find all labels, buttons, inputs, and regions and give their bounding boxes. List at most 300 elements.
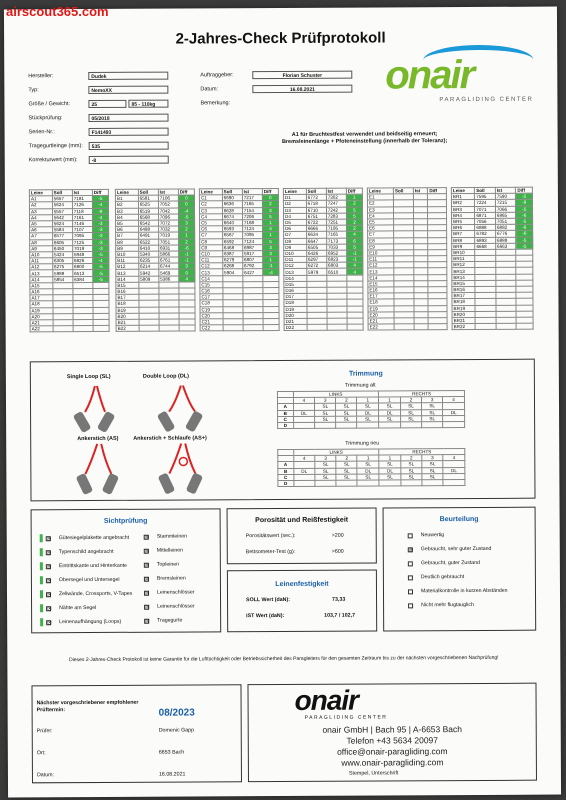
trim-cell: SL bbox=[357, 461, 379, 467]
checklist-label: Leinenschlösser bbox=[156, 589, 195, 596]
value-cell: 5657 bbox=[52, 196, 72, 202]
value-cell: 6636 bbox=[222, 201, 242, 207]
line-name-cell: D10 bbox=[284, 250, 307, 256]
value-cell: 6893 bbox=[475, 237, 496, 243]
line-name-cell: C18 bbox=[200, 300, 223, 306]
line-name-cell: BR6 bbox=[452, 225, 475, 231]
trim-cell bbox=[401, 422, 422, 428]
checklist-label: Gebraucht, sehr guter Zustand bbox=[420, 545, 492, 553]
checklist-item bbox=[144, 534, 187, 540]
column-header: Soll bbox=[138, 189, 158, 195]
naechster-label: Nächster vorgeschriebener empfohlener Prüftermin: bbox=[36, 699, 139, 713]
trim-cell: SL bbox=[400, 403, 421, 409]
diff-cell: 4 bbox=[347, 269, 363, 275]
line-name-cell: A18 bbox=[30, 301, 53, 307]
value-cell: 6513 bbox=[73, 270, 93, 276]
single-loop-label: Single Loop (SL) bbox=[66, 373, 111, 381]
value-cell: 6567 bbox=[222, 232, 242, 238]
table-row bbox=[368, 324, 447, 331]
sichtpruefung-title: Sichtprüfung bbox=[103, 517, 148, 525]
checkbox-icon bbox=[408, 589, 413, 594]
porositaet-label: Porositätswert (sec.): bbox=[245, 532, 296, 540]
line-name-cell: E8 bbox=[368, 237, 394, 243]
trim-cell bbox=[443, 479, 465, 485]
trim-cell: SL bbox=[422, 473, 443, 479]
trim-cell: SL bbox=[422, 409, 443, 415]
ankerstich-schlaufe-icon bbox=[157, 443, 203, 494]
trim-cell: DL bbox=[357, 410, 379, 416]
diff-cell: 4 bbox=[179, 276, 195, 282]
checklist-label: Leinenschlösser bbox=[157, 603, 195, 610]
checklist-label: Nicht mehr flugtauglich bbox=[421, 602, 474, 609]
line-name-cell: B9 bbox=[116, 245, 139, 251]
line-name-cell: E15 bbox=[368, 281, 394, 287]
value-cell: 5584 bbox=[52, 227, 72, 233]
diff-cell: 2 bbox=[262, 201, 278, 207]
typ-label: Typ: bbox=[28, 86, 39, 93]
diff-cell: 4 bbox=[347, 262, 363, 268]
line-name-cell: D15 bbox=[284, 281, 307, 287]
checklist-label: Obersegel und Untersegel bbox=[58, 576, 120, 584]
line-name-cell: A14 bbox=[30, 276, 53, 282]
line-name-cell: D11 bbox=[284, 256, 307, 262]
trim-cell bbox=[379, 480, 401, 486]
festigkeit-title: Leinenfestigkeit bbox=[275, 580, 329, 589]
value-cell: 7051 bbox=[495, 218, 516, 224]
checkbox-icon: ☒ bbox=[144, 590, 150, 597]
line-name-cell: B8 bbox=[116, 239, 139, 245]
diff-cell: 2 bbox=[346, 219, 362, 225]
trim-cell bbox=[443, 421, 465, 427]
line-name-cell: E7 bbox=[368, 231, 394, 237]
pruefer-label: Prüfer: bbox=[36, 728, 53, 735]
checklist-label: Topleinen bbox=[156, 561, 180, 568]
trim-cell: DL bbox=[293, 410, 315, 416]
value-cell: 7173 bbox=[326, 238, 346, 244]
line-name-cell: D9 bbox=[284, 244, 307, 250]
trim-cell: SL bbox=[379, 461, 401, 467]
line-name-cell: A8 bbox=[30, 239, 53, 245]
value-cell: 6792 bbox=[243, 263, 263, 269]
betta-value: >600 bbox=[331, 548, 344, 555]
value-cell bbox=[139, 325, 159, 331]
trim-links-header: LINKS bbox=[293, 449, 379, 456]
loop-illustrations bbox=[61, 381, 262, 500]
line-name-cell: D13 bbox=[284, 269, 307, 275]
value-cell: 6410 bbox=[138, 245, 158, 251]
line-name-cell: B21 bbox=[116, 319, 139, 325]
trim-cell: SL bbox=[422, 415, 443, 421]
trim-cell: SL bbox=[422, 403, 443, 409]
checklist-item bbox=[144, 603, 195, 609]
value-cell: 7042 bbox=[158, 208, 178, 214]
line-name-cell: D3 bbox=[283, 207, 306, 213]
line-name-cell: E17 bbox=[368, 293, 394, 299]
value-cell: 6931 bbox=[158, 245, 178, 251]
column-header: Ist bbox=[72, 189, 92, 195]
value-cell: 6647 bbox=[306, 238, 326, 244]
value-cell: 7146 bbox=[72, 220, 92, 226]
value-cell: 7165 bbox=[326, 231, 346, 237]
value-cell: 7168 bbox=[242, 220, 262, 226]
diff-cell bbox=[179, 325, 195, 331]
line-name-cell: BR9 bbox=[452, 243, 475, 249]
value-cell: 6275 bbox=[52, 264, 72, 270]
trim-cell bbox=[401, 480, 422, 486]
line-name-cell: B7 bbox=[116, 233, 139, 239]
trimmung-alt-label: Trimmung alt bbox=[344, 382, 376, 389]
diff-cell: 3 bbox=[262, 207, 278, 213]
trim-number: 1 bbox=[357, 455, 379, 461]
value-cell: 6522 bbox=[138, 239, 158, 245]
value-cell: 6987 bbox=[242, 244, 262, 250]
diff-cell: -1 bbox=[179, 257, 195, 263]
line-name-cell: C9 bbox=[200, 245, 223, 251]
line-name-cell: E6 bbox=[368, 225, 394, 231]
column-header: Soll bbox=[222, 189, 242, 195]
ist-label: IST Wert (daN): bbox=[246, 612, 285, 620]
trim-number: 1 bbox=[379, 397, 401, 403]
sichtpruefung-section bbox=[31, 508, 222, 633]
auftrag-label: Auftraggeber: bbox=[200, 71, 234, 78]
value-cell: 6761 bbox=[159, 257, 179, 263]
value-cell: 7052 bbox=[158, 201, 178, 207]
value-cell: 6722 bbox=[306, 219, 326, 225]
trim-cell: SL bbox=[422, 461, 443, 467]
column-header: Soll bbox=[306, 188, 326, 194]
line-name-cell: BR14 bbox=[452, 274, 475, 280]
typ-field: NemoXX bbox=[88, 85, 168, 93]
checklist-item bbox=[144, 576, 186, 582]
value-cell: 6826 bbox=[73, 258, 93, 264]
trim-row bbox=[278, 421, 465, 428]
value-cell: 6628 bbox=[222, 207, 242, 213]
status-bar-icon bbox=[40, 590, 43, 598]
column-header: Leine bbox=[283, 188, 306, 194]
hersteller-field: Dudek bbox=[88, 71, 168, 79]
line-name-cell: C7 bbox=[200, 232, 223, 238]
value-cell: 6592 bbox=[222, 238, 242, 244]
line-name-cell: C17 bbox=[200, 294, 223, 300]
checklist-item bbox=[408, 588, 508, 595]
porositaet-value: >200 bbox=[331, 532, 344, 539]
checklist-item bbox=[40, 576, 120, 584]
line-name-cell: BR20 bbox=[452, 311, 475, 317]
line-name-cell: B13 bbox=[116, 270, 139, 276]
value-cell bbox=[327, 324, 347, 330]
diff-cell: -5 bbox=[516, 206, 533, 212]
checkbox-icon: ☒ bbox=[408, 546, 414, 553]
value-cell: 7165 bbox=[242, 201, 262, 207]
value-cell: 7595 bbox=[475, 194, 496, 200]
line-name-cell: E13 bbox=[368, 268, 394, 274]
diff-cell: 0 bbox=[179, 269, 195, 275]
value-cell: 6426 bbox=[306, 250, 326, 256]
stueck-field: 05/2018 bbox=[88, 113, 168, 121]
status-bar-icon bbox=[40, 534, 43, 542]
trim-cell: SL bbox=[336, 403, 357, 409]
value-cell bbox=[475, 324, 496, 330]
line-name-cell: E12 bbox=[368, 262, 394, 268]
trim-riser: B bbox=[278, 410, 294, 416]
value-cell: 6272 bbox=[306, 263, 326, 269]
value-cell: 6888 bbox=[495, 237, 516, 243]
value-cell: 6666 bbox=[306, 225, 326, 231]
line-name-cell: C4 bbox=[200, 214, 223, 220]
line-name-cell: D16 bbox=[284, 287, 307, 293]
diff-cell bbox=[429, 324, 448, 330]
line-name-cell: BR12 bbox=[452, 262, 475, 268]
line-name-cell: D22 bbox=[284, 324, 307, 330]
value-cell: 6387 bbox=[222, 251, 242, 257]
diff-cell: -5 bbox=[93, 264, 109, 270]
line-name-cell: E3 bbox=[367, 206, 393, 212]
column-header: Diff bbox=[428, 188, 447, 194]
line-name-cell: D18 bbox=[284, 300, 307, 306]
value-cell: 5942 bbox=[139, 270, 159, 276]
line-name-cell: B2 bbox=[115, 202, 138, 208]
value-cell: 5809 bbox=[139, 276, 159, 282]
naechster-date: 08/2023 bbox=[158, 707, 195, 719]
checkbox-icon: ☒ bbox=[144, 576, 150, 583]
line-name-cell: B19 bbox=[116, 307, 139, 313]
value-cell: 5948 bbox=[72, 251, 92, 257]
checklist-label: Typenschild angebracht bbox=[58, 548, 114, 556]
trim-riser: C bbox=[278, 474, 294, 480]
diff-cell: 0 bbox=[178, 201, 194, 207]
checklist-item bbox=[144, 548, 183, 554]
checkbox-icon bbox=[408, 561, 413, 566]
page-title: 2-Jahres-Check Prüfprotokoll bbox=[175, 29, 386, 48]
line-name-cell: A20 bbox=[30, 313, 53, 319]
diff-cell: 5 bbox=[262, 238, 278, 244]
line-name-cell: BR7 bbox=[452, 231, 475, 237]
line-name-cell: A6 bbox=[30, 227, 53, 233]
trim-cell: SL bbox=[336, 410, 357, 416]
line-name-cell: D7 bbox=[284, 232, 307, 238]
trim-cell: SL bbox=[315, 410, 336, 416]
value-cell: 7590 bbox=[495, 193, 516, 199]
value-cell: 7124 bbox=[242, 238, 262, 244]
value-cell: 7032 bbox=[158, 226, 178, 232]
value-cell: 6823 bbox=[327, 256, 347, 262]
line-name-cell: C6 bbox=[200, 226, 223, 232]
line-name-cell: A22 bbox=[30, 326, 53, 332]
value-cell bbox=[414, 324, 429, 330]
diff-cell: -3 bbox=[92, 227, 108, 233]
value-cell: 6427 bbox=[243, 269, 263, 275]
diff-cell: -5 bbox=[92, 196, 108, 202]
line-name-cell: D14 bbox=[284, 275, 307, 281]
diff-cell: -5 bbox=[516, 218, 533, 224]
status-bar-icon bbox=[40, 548, 43, 556]
value-cell: 7051 bbox=[158, 239, 178, 245]
value-cell: 7195 bbox=[326, 225, 346, 231]
hersteller-label: Hersteller: bbox=[28, 72, 54, 79]
diff-cell: 3 bbox=[178, 220, 194, 226]
datum-label: Datum: bbox=[200, 85, 219, 92]
diff-cell: -4 bbox=[263, 269, 279, 275]
line-name-cell: BR18 bbox=[452, 299, 475, 305]
datum-footer-label: Datum: bbox=[36, 772, 55, 779]
onair-logo bbox=[383, 45, 543, 106]
checklist-item bbox=[144, 562, 179, 568]
trim-cell: SL bbox=[336, 468, 357, 474]
trim-number: 4 bbox=[293, 398, 315, 404]
line-name-cell: D21 bbox=[284, 318, 307, 324]
diff-cell: 2 bbox=[178, 238, 194, 244]
line-name-cell: D2 bbox=[283, 201, 306, 207]
column-header: Diff bbox=[92, 189, 108, 195]
line-name-cell: C21 bbox=[200, 319, 223, 325]
trim-cell: DL bbox=[443, 409, 465, 415]
trim-cell: SL bbox=[336, 461, 357, 467]
value-cell: 6577 bbox=[52, 233, 72, 239]
serien-field: F141493 bbox=[89, 127, 169, 135]
korrektur-field: -8 bbox=[89, 155, 169, 163]
value-cell: 6214 bbox=[138, 263, 158, 269]
trim-row bbox=[278, 479, 465, 486]
checklist-item bbox=[40, 618, 121, 626]
line-name-cell: BR13 bbox=[452, 268, 475, 274]
diff-cell: -6 bbox=[516, 212, 533, 218]
status-bar-icon bbox=[40, 604, 43, 612]
trim-cell bbox=[357, 480, 379, 486]
trim-riser: A bbox=[278, 404, 294, 410]
checkbox-icon: ☒ bbox=[46, 563, 52, 570]
trim-number: 4 bbox=[443, 397, 465, 403]
trim-riser: A bbox=[278, 462, 294, 468]
checklist-item bbox=[40, 590, 132, 598]
column-header: Diff bbox=[516, 187, 533, 193]
value-cell: 6605 bbox=[52, 239, 72, 245]
value-cell: 5424 bbox=[52, 251, 72, 257]
trimmung-title: Trimmung bbox=[348, 370, 383, 378]
value-cell: 7242 bbox=[326, 207, 346, 213]
value-cell: 6525 bbox=[138, 202, 158, 208]
trimmung-neu-table bbox=[277, 448, 465, 487]
value-cell: 6807 bbox=[243, 257, 263, 263]
trim-number: 2 bbox=[336, 397, 357, 403]
line-name-cell: C13 bbox=[200, 269, 223, 275]
bemerkung-text: A1 für Bruchtestfest verwendet und beidseitig erneuert; Bremsleinenlänge + Pfoteneinstellung (innerhalb der Toleranz); bbox=[281, 131, 448, 146]
trim-cell: DL bbox=[443, 467, 465, 473]
value-cell: 7154 bbox=[242, 207, 262, 213]
line-table-b bbox=[115, 188, 196, 332]
table-row bbox=[30, 326, 109, 333]
value-cell: 6871 bbox=[475, 212, 496, 218]
stempel-label: Stempel, Unterschrift bbox=[348, 770, 399, 777]
value-cell: 5386 bbox=[159, 276, 179, 282]
anker-label: Ankerstich (AS) bbox=[77, 435, 119, 443]
line-name-cell: A7 bbox=[30, 233, 53, 239]
logo-subtitle: PARAGLIDING CENTER bbox=[439, 96, 534, 104]
korrektur-label: Korrekturwert (mm): bbox=[28, 156, 78, 163]
diff-cell: 4 bbox=[262, 226, 278, 232]
line-name-cell: A21 bbox=[30, 320, 53, 326]
checklist-label: Gütesiegelplakette angebracht bbox=[58, 534, 130, 542]
checkbox-icon: ☒ bbox=[144, 534, 150, 541]
trim-number: 4 bbox=[293, 456, 315, 462]
checkbox-icon: ☒ bbox=[144, 548, 150, 555]
checkbox-icon bbox=[408, 533, 413, 538]
value-cell: 7161 bbox=[72, 214, 92, 220]
value-cell: 7106 bbox=[158, 195, 178, 201]
checklist-item bbox=[408, 602, 474, 608]
trim-cell: DL bbox=[379, 467, 401, 473]
line-name-cell: A13 bbox=[30, 270, 53, 276]
diff-cell bbox=[347, 324, 363, 330]
line-name-cell: E16 bbox=[368, 287, 394, 293]
value-cell: 5642 bbox=[52, 214, 72, 220]
checkbox-icon: ☒ bbox=[46, 577, 52, 584]
column-header: Ist bbox=[242, 189, 262, 195]
line-name-cell: E10 bbox=[368, 250, 394, 256]
line-name-cell: B17 bbox=[116, 294, 139, 300]
column-header: Diff bbox=[346, 188, 362, 194]
trim-cell: SL bbox=[357, 403, 379, 409]
value-cell bbox=[73, 326, 93, 332]
value-cell bbox=[159, 325, 179, 331]
checkbox-icon bbox=[408, 603, 413, 608]
value-cell: 7071 bbox=[475, 206, 496, 212]
value-cell: 5979 bbox=[307, 269, 327, 275]
trim-cell bbox=[357, 422, 379, 428]
ort-value: 6653 Bach bbox=[158, 749, 185, 756]
value-cell: 6491 bbox=[138, 232, 158, 238]
diff-cell: 0 bbox=[262, 195, 278, 201]
checklist-item bbox=[144, 618, 182, 624]
trim-cell: SL bbox=[315, 468, 336, 474]
trim-cell: SL bbox=[422, 467, 443, 473]
trim-number: 4 bbox=[443, 455, 465, 461]
stamp-company: onair GmbH | Bach 95 | A-6653 Bach bbox=[322, 724, 463, 735]
trimmung-neu-label: Trimmung neu bbox=[345, 440, 380, 447]
value-cell: 6268 bbox=[222, 263, 242, 269]
value-cell: 5624 bbox=[52, 202, 72, 208]
trim-cell bbox=[422, 422, 443, 428]
line-name-cell: BR2 bbox=[451, 200, 474, 206]
diff-cell: -9 bbox=[516, 200, 533, 206]
value-cell bbox=[307, 324, 327, 330]
checkbox-icon: ☒ bbox=[46, 535, 52, 542]
stamp-tel: Telefon +43 5634 20097 bbox=[346, 735, 439, 746]
diff-cell: 3 bbox=[263, 250, 279, 256]
checklist-label: Stammleinen bbox=[156, 533, 187, 540]
diff-cell: -5 bbox=[178, 214, 194, 220]
column-header: Soll bbox=[52, 190, 72, 196]
trim-rechts-header: RECHTS bbox=[379, 391, 465, 398]
line-name-cell: D1 bbox=[283, 195, 306, 201]
column-header: Ist bbox=[158, 189, 178, 195]
value-cell: 5917 bbox=[242, 250, 262, 256]
stamp-email: office@onair-paragliding.com bbox=[337, 746, 448, 757]
diff-cell: 4 bbox=[346, 231, 362, 237]
line-name-cell: C16 bbox=[200, 288, 223, 294]
line-name-cell: BR22 bbox=[452, 324, 475, 330]
value-cell: 6718 bbox=[306, 201, 326, 207]
trim-cell: SL bbox=[379, 474, 401, 480]
checklist-label: Neuwertig bbox=[420, 532, 445, 539]
line-name-cell: D6 bbox=[284, 225, 307, 231]
value-cell: 6690 bbox=[222, 195, 242, 201]
line-name-cell: C15 bbox=[200, 282, 223, 288]
diff-cell: -1 bbox=[179, 251, 195, 257]
table-row bbox=[116, 325, 195, 332]
diff-cell bbox=[517, 323, 534, 329]
value-cell: 6505 bbox=[306, 244, 326, 250]
double-loop-label: Double Loop (DL) bbox=[142, 373, 190, 380]
